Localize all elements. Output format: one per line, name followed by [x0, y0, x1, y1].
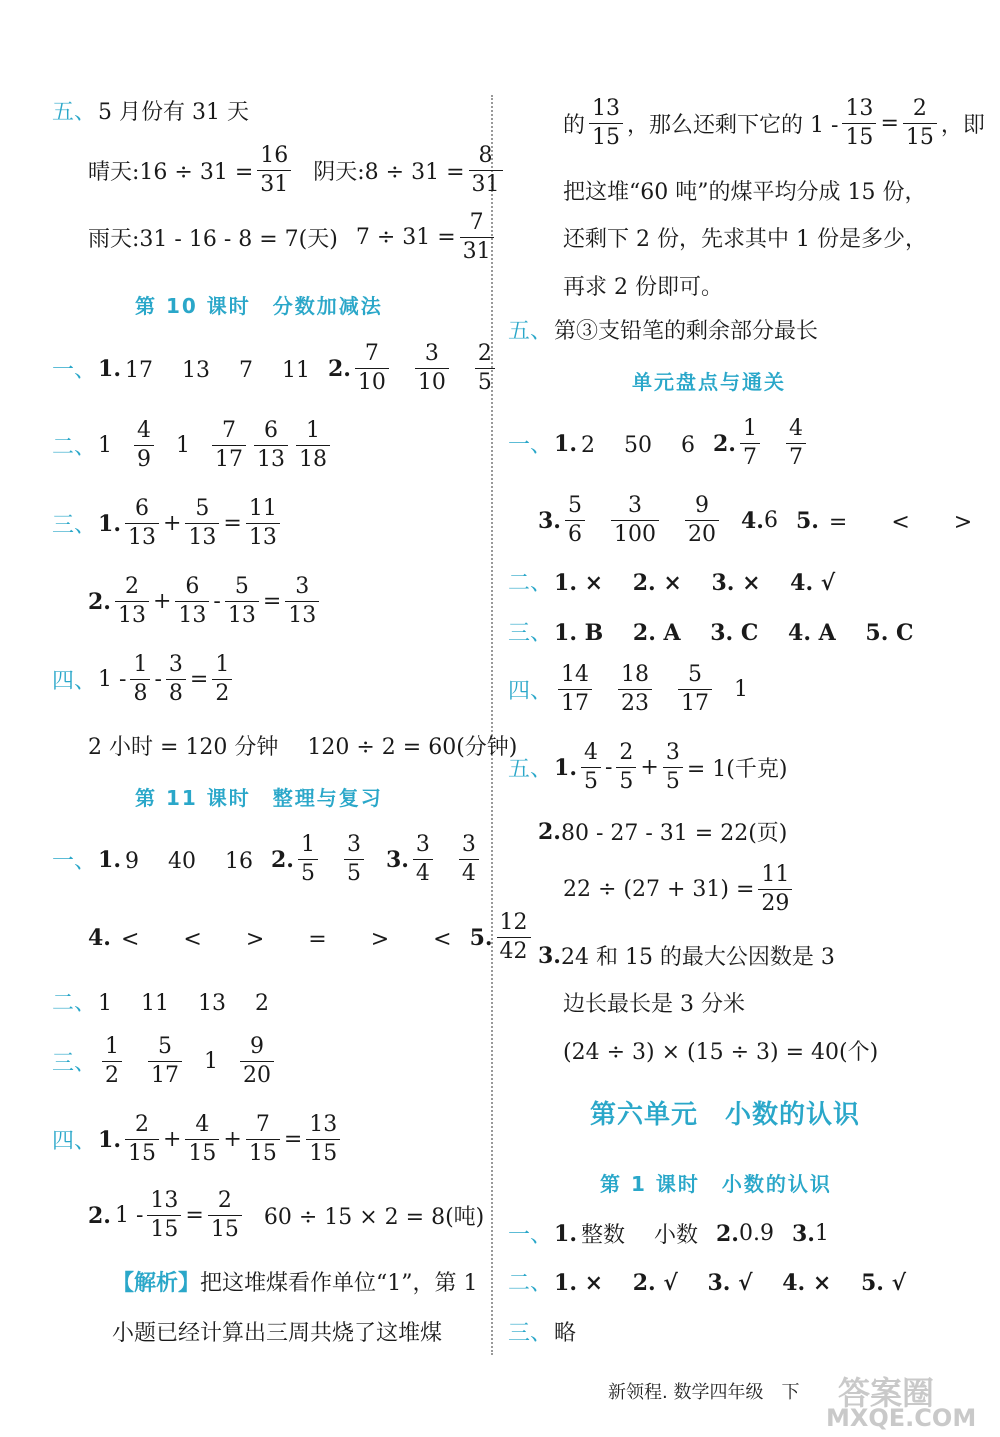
fraction: $\frac{2}{15}$: [903, 98, 937, 149]
right-line-17: (24 ÷ 3) × (15 ÷ 3) = 40(个): [563, 1040, 879, 1065]
item-marker: 三、: [52, 513, 97, 538]
question-number: 3.: [385, 846, 409, 873]
fraction: $\frac{6}{13}$: [125, 498, 159, 549]
answer-text: 6: [763, 508, 778, 533]
fraction: $\frac{2}{5}$: [616, 742, 636, 793]
answer-text: 1 11 13 2: [98, 991, 269, 1016]
answer-text: < < > = > <: [120, 927, 452, 952]
answer-text: 60 ÷ 15 × 2 = 8(吨): [263, 1205, 485, 1230]
fraction: $\frac{5}{13}$: [225, 576, 259, 627]
left-line-6: [52, 420, 334, 471]
answer-text: 1: [734, 677, 749, 702]
item-marker: 一、: [52, 849, 97, 874]
fraction: $\frac{9}{20}$: [685, 495, 719, 546]
item-marker: 五、: [508, 319, 553, 344]
right-line-12: [508, 742, 787, 793]
operator: +: [223, 1127, 242, 1152]
item-marker: 二、: [52, 435, 97, 460]
answer-text: 略: [554, 1321, 577, 1346]
answer-text: 把这堆煤看作单位“1”，第 1: [200, 1271, 478, 1296]
operator: +: [162, 1127, 182, 1152]
fraction: $\frac{1}{2}$: [102, 1036, 122, 1087]
fraction: $\frac{4}{9}$: [134, 420, 154, 471]
operator: =: [283, 1127, 303, 1152]
question-number: 1.: [98, 355, 121, 382]
answer-text: 1. B 2. A 3. C 4. A 5. C: [554, 620, 914, 646]
item-marker: 一、: [52, 358, 97, 383]
question-number: 2.: [88, 1202, 111, 1229]
right-line-22: [508, 1316, 576, 1347]
right-line-4: 再求 2 份即可。: [563, 275, 723, 300]
operator: +: [152, 589, 172, 614]
operator: =: [189, 667, 209, 692]
operator: -: [213, 589, 221, 614]
question-number: 4.: [740, 507, 764, 534]
fraction: $\frac{8}{31}$: [469, 145, 503, 196]
fraction: $\frac{5}{17}$: [678, 664, 712, 715]
item-marker: 二、: [52, 991, 97, 1016]
question-number: 1.: [554, 1220, 577, 1247]
answer-text: 7 ÷ 31 =: [355, 225, 456, 250]
right-line-21: [508, 1266, 906, 1297]
fraction: $\frac{5}{17}$: [148, 1036, 182, 1087]
left-line-14: [52, 986, 269, 1017]
left-line-1: [52, 95, 249, 126]
question-number: 1.: [554, 754, 577, 781]
question-number: 3.: [538, 942, 561, 969]
item-marker: 二、: [508, 1271, 553, 1296]
left-line-7: [52, 498, 284, 549]
item-marker: 一、: [508, 1223, 553, 1248]
operator: =: [223, 511, 242, 536]
answer-text: 1 -: [98, 667, 127, 692]
right-line-11: [508, 664, 748, 715]
answer-text: 整数 小数: [580, 1223, 698, 1248]
question-number: 3.: [791, 1220, 815, 1247]
fraction: $\frac{3}{5}$: [344, 834, 364, 885]
fraction: $\frac{3}{5}$: [663, 742, 683, 793]
right-line-5: [508, 314, 818, 345]
question-number: 1.: [98, 846, 121, 873]
fraction: $\frac{7}{17}$: [212, 420, 246, 471]
answer-text: 的: [563, 113, 586, 138]
left-line-15: [52, 1036, 278, 1087]
analysis-tag: 【解析】: [112, 1270, 201, 1296]
right-line-13: [538, 816, 787, 847]
answer-text: 1: [814, 1221, 829, 1246]
fraction: $\frac{14}{17}$: [558, 664, 592, 715]
right-line-1: [563, 98, 985, 149]
right-line-14: [563, 864, 796, 915]
answer-text: ，即: [940, 113, 985, 138]
item-marker: 三、: [508, 1321, 553, 1346]
fraction: $\frac{7}{31}$: [460, 212, 494, 263]
question-number: 2.: [715, 1220, 739, 1247]
fraction: $\frac{3}{8}$: [166, 654, 186, 705]
question-number: 2.: [712, 430, 736, 457]
left-line-10: 2 小时 = 120 分钟 120 ÷ 2 = 60(分钟): [88, 735, 518, 760]
fraction: $\frac{16}{31}$: [257, 145, 291, 196]
left-line-13: [88, 912, 535, 963]
section-title-lesson-11: 第 11 课时 整理与复习: [135, 786, 383, 810]
right-line-20: [508, 1218, 829, 1249]
left-line-3: [88, 212, 498, 263]
fraction: $\frac{1}{2}$: [212, 654, 232, 705]
fraction: $\frac{1}{7}$: [740, 418, 760, 469]
fraction: $\frac{18}{23}$: [618, 664, 652, 715]
fraction: $\frac{9}{20}$: [240, 1036, 274, 1087]
left-line-8: [88, 576, 323, 627]
right-line-9: [508, 566, 835, 597]
operator: =: [880, 111, 899, 136]
fraction: $\frac{1}{18}$: [296, 420, 330, 471]
section-title-lesson-10: 第 10 课时 分数加减法: [135, 294, 383, 318]
section-title-lesson-1: 第 1 课时 小数的认识: [600, 1172, 832, 1196]
fraction: $\frac{11}{29}$: [758, 864, 792, 915]
left-line-9: [52, 654, 236, 705]
fraction: $\frac{3}{4}$: [413, 834, 433, 885]
answer-text: 雨天:31 - 16 - 8 = 7(天): [88, 227, 338, 252]
operator: +: [640, 755, 659, 780]
fraction: $\frac{3}{10}$: [415, 343, 449, 394]
answer-text: 1: [204, 1049, 219, 1074]
question-number: 3.: [538, 507, 561, 534]
watermark-logo: 答案圈: [838, 1374, 935, 1412]
answer-text: 17 13 7 11: [124, 358, 310, 383]
fraction: $\frac{7}{15}$: [246, 1114, 280, 1165]
fraction: $\frac{13}{15}$: [589, 98, 623, 149]
answer-text: 晴天:16 ÷ 31 =: [88, 160, 254, 185]
answer-text: = 1(千克): [686, 757, 788, 782]
fraction: $\frac{11}{13}$: [246, 498, 280, 549]
question-number: 2.: [88, 588, 111, 615]
fraction: $\frac{3}{100}$: [611, 495, 659, 546]
answer-text: 1: [98, 433, 113, 458]
answer-text: 2 50 6: [580, 433, 695, 458]
operator: +: [162, 511, 182, 536]
question-number: 2.: [270, 846, 294, 873]
fraction: $\frac{2}{13}$: [115, 576, 149, 627]
fraction: $\frac{2}{15}$: [125, 1114, 159, 1165]
right-line-16: 边长最长是 3 分米: [563, 992, 745, 1017]
section-title-unit-review: 单元盘点与通关: [632, 370, 786, 394]
answer-text: 0.9: [738, 1221, 774, 1246]
answer-text: 22 ÷ (27 + 31) =: [563, 877, 755, 902]
answer-text: 9 40 16: [124, 849, 253, 874]
answer-text: 1. × 2. √ 3. √ 4. × 5. √: [554, 1270, 907, 1296]
question-number: 5.: [469, 924, 493, 951]
item-marker: 一、: [508, 433, 553, 458]
item-marker: 五、: [52, 100, 97, 125]
right-line-2: 把这堆“60 吨”的煤平均分成 15 份，: [563, 180, 927, 205]
left-line-16: [52, 1114, 344, 1165]
answer-text: 1: [176, 433, 191, 458]
item-marker: 三、: [52, 1051, 97, 1076]
right-line-7: [508, 418, 810, 469]
item-marker: 四、: [52, 1129, 97, 1154]
question-number: 2.: [538, 818, 561, 845]
question-number: 1.: [554, 430, 577, 457]
operator: =: [185, 1203, 204, 1228]
column-divider: [491, 95, 493, 1355]
operator: =: [262, 589, 282, 614]
answer-text: 阴天:8 ÷ 31 =: [313, 160, 465, 185]
fraction: $\frac{3}{4}$: [459, 834, 479, 885]
fraction: $\frac{2}{15}$: [208, 1190, 242, 1241]
fraction: $\frac{5}{6}$: [565, 495, 585, 546]
left-line-5: [52, 343, 499, 394]
unit-title: 第六单元 小数的认识: [590, 1100, 861, 1130]
left-line-19: 小题已经计算出三周共烧了这堆煤: [112, 1321, 443, 1346]
fraction: $\frac{13}{15}$: [147, 1190, 181, 1241]
answer-text: 24 和 15 的最大公因数是 3: [560, 945, 835, 970]
fraction: $\frac{2}{5}$: [475, 343, 495, 394]
fraction: $\frac{13}{15}$: [842, 98, 876, 149]
right-line-3: 还剩下 2 份，先求其中 1 份是多少，: [563, 227, 927, 252]
answer-text: 5 月份有 31 天: [98, 100, 249, 125]
answer-text: 1 -: [114, 1203, 144, 1228]
question-number: 1.: [98, 510, 121, 537]
question-number: 2.: [327, 355, 351, 382]
item-marker: 二、: [508, 571, 553, 596]
item-marker: 五、: [508, 757, 553, 782]
answer-text: 第③支铅笔的剩余部分最长: [554, 319, 819, 344]
answer-text: 80 - 27 - 31 = 22(页): [560, 821, 788, 846]
answer-text: ，那么还剩下它的 1 -: [627, 113, 839, 138]
item-marker: 四、: [52, 669, 97, 694]
fraction: $\frac{13}{15}$: [306, 1114, 340, 1165]
question-number: 5.: [795, 507, 819, 534]
fraction: $\frac{3}{13}$: [285, 576, 319, 627]
answer-text: = < >: [828, 510, 973, 535]
question-number: 4.: [88, 924, 111, 951]
left-line-12: [52, 834, 483, 885]
item-marker: 三、: [508, 621, 553, 646]
fraction: $\frac{1}{5}$: [298, 834, 318, 885]
fraction: $\frac{4}{15}$: [185, 1114, 219, 1165]
fraction: $\frac{6}{13}$: [254, 420, 288, 471]
right-line-10: [508, 616, 914, 647]
right-line-15: [538, 940, 835, 971]
answer-text: 1. × 2. × 3. × 4. √: [554, 570, 836, 596]
question-number: 1.: [98, 1126, 121, 1153]
left-line-18: [112, 1266, 478, 1297]
fraction: $\frac{5}{13}$: [185, 498, 219, 549]
fraction: $\frac{6}{13}$: [175, 576, 209, 627]
left-line-2: [88, 145, 507, 196]
right-line-8: [538, 495, 972, 546]
page-footer: 新领程. 数学四年级 下: [608, 1382, 800, 1403]
operator: -: [154, 667, 162, 692]
fraction: $\frac{4}{5}$: [581, 742, 601, 793]
fraction: $\frac{12}{42}$: [497, 912, 531, 963]
item-marker: 四、: [508, 679, 553, 704]
fraction: $\frac{1}{8}$: [130, 654, 150, 705]
fraction: $\frac{7}{10}$: [355, 343, 389, 394]
left-line-17: [88, 1190, 484, 1241]
fraction: $\frac{4}{7}$: [786, 418, 806, 469]
operator: -: [604, 755, 613, 780]
watermark-url: MXQE.COM: [826, 1404, 977, 1432]
